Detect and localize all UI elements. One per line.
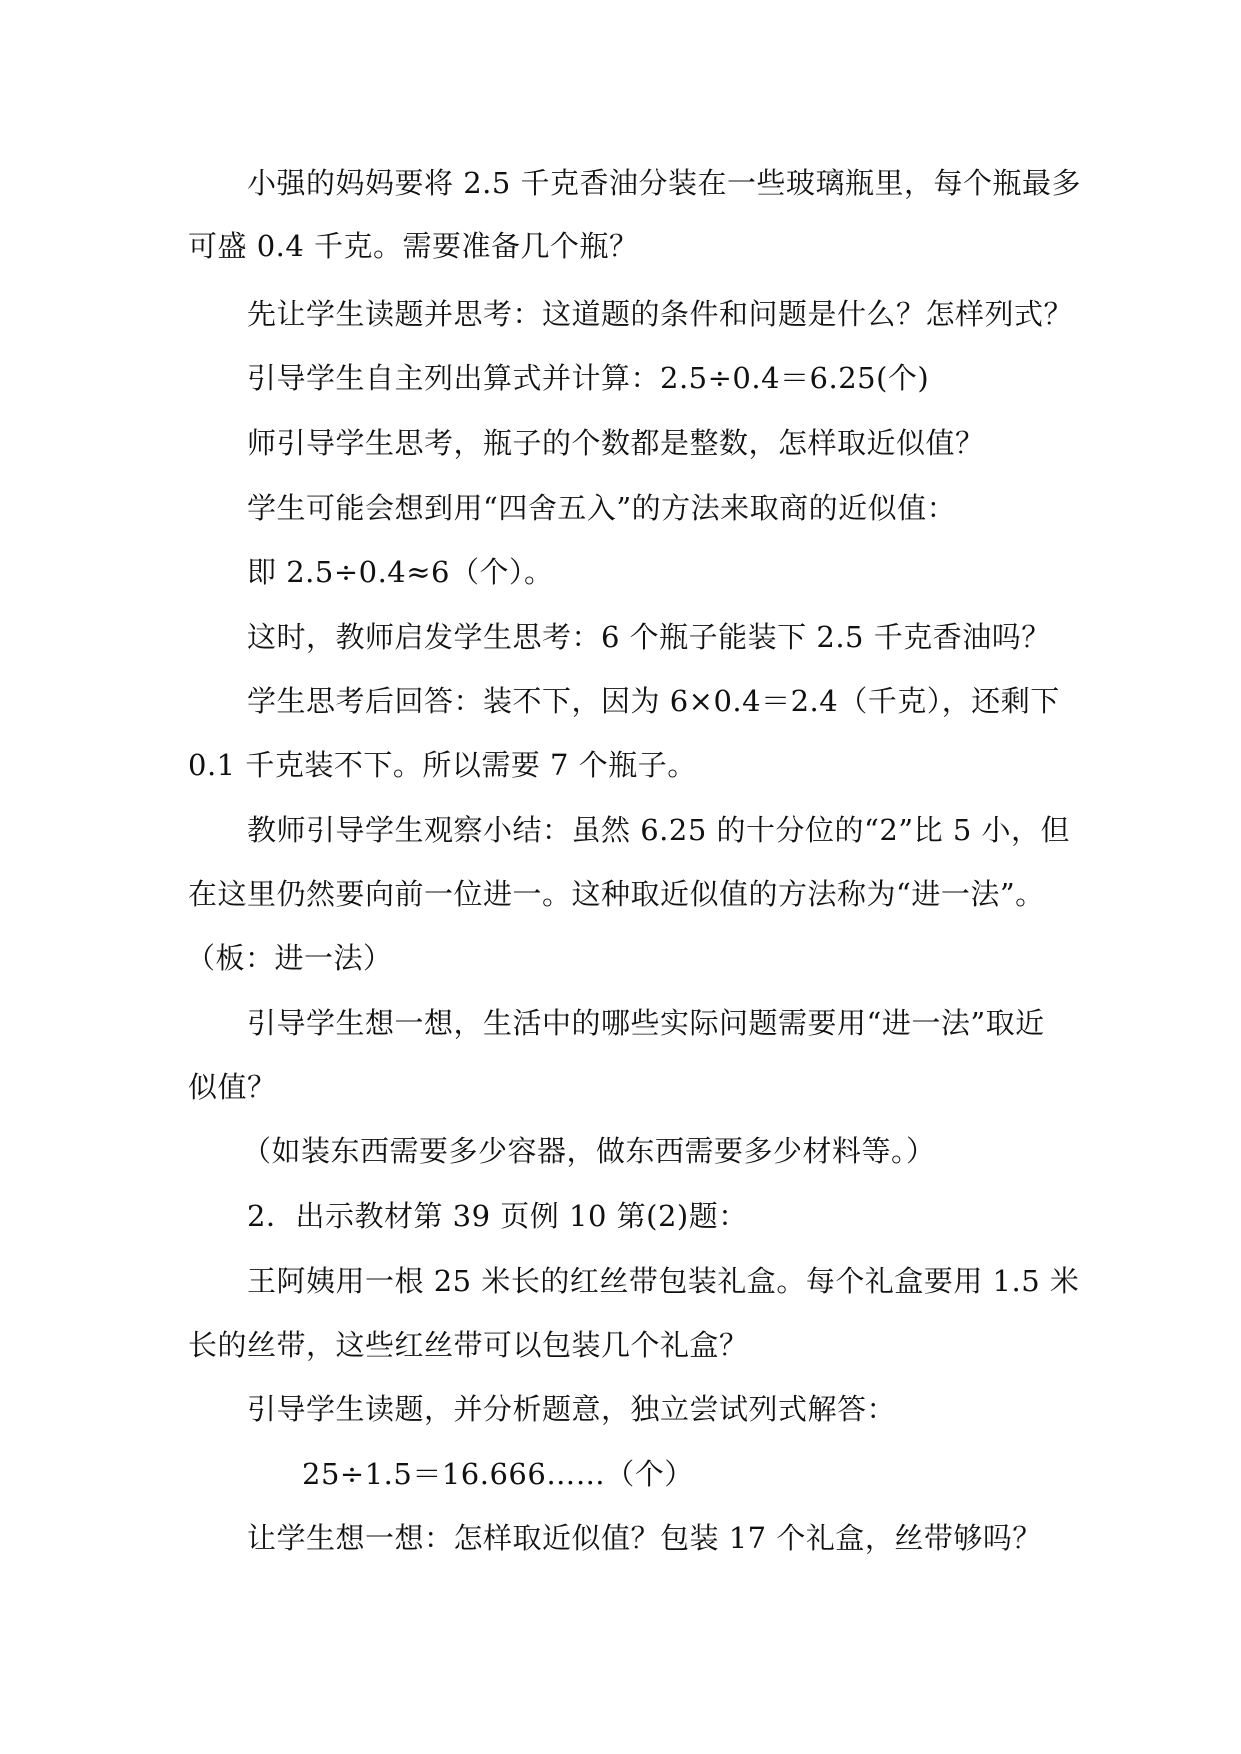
paragraph-line-22: 让学生想一想：怎样取近似值？包装 17 个礼盒，丝带够吗？ — [247, 1521, 1042, 1555]
paragraph-line-9: 学生思考后回答：装不下，因为 6×0.4＝2.4（千克），还剩下 — [247, 684, 1060, 718]
paragraph-line-11: 教师引导学生观察小结：虽然 6.25 的十分位的“2”比 5 小，但 — [247, 813, 1070, 847]
paragraph-line-18: 王阿姨用一根 25 米长的红丝带包装礼盒。每个礼盒要用 1.5 米 — [247, 1264, 1080, 1298]
paragraph-line-12: 在这里仍然要向前一位进一。这种取近似值的方法称为“进一法”。 — [188, 877, 1045, 911]
paragraph-line-13: （板：进一法） — [186, 941, 393, 975]
paragraph-line-7: 即 2.5÷0.4≈6（个）。 — [247, 555, 554, 589]
paragraph-line-4: 引导学生自主列出算式并计算：2.5÷0.4＝6.25(个) — [247, 361, 930, 395]
paragraph-line-14: 引导学生想一想，生活中的哪些实际问题需要用“进一法”取近 — [247, 1006, 1045, 1040]
paragraph-line-8: 这时，教师启发学生思考：6 个瓶子能装下 2.5 千克香油吗？ — [247, 620, 1051, 654]
paragraph-line-19: 长的丝带，这些红丝带可以包装几个礼盒？ — [188, 1328, 749, 1362]
paragraph-line-21: 25÷1.5＝16.666……（个） — [302, 1457, 694, 1491]
paragraph-line-20: 引导学生读题，并分析题意，独立尝试列式解答： — [247, 1392, 897, 1426]
paragraph-line-1: 小强的妈妈要将 2.5 千克香油分装在一些玻璃瓶里，每个瓶最多 — [247, 166, 1082, 200]
paragraph-line-3: 先让学生读题并思考：这道题的条件和问题是什么？怎样列式？ — [247, 297, 1074, 331]
paragraph-line-16: （如装东西需要多少容器，做东西需要多少材料等。） — [242, 1134, 936, 1168]
paragraph-line-15: 似值？ — [188, 1070, 277, 1104]
paragraph-line-17: 2．出示教材第 39 页例 10 第(2)题： — [247, 1199, 748, 1233]
paragraph-line-10: 0.1 千克装不下。所以需要 7 个瓶子。 — [188, 748, 697, 782]
paragraph-line-2: 可盛 0.4 千克。需要准备几个瓶？ — [188, 229, 639, 263]
paragraph-line-5: 师引导学生思考，瓶子的个数都是整数，怎样取近似值？ — [247, 426, 985, 460]
paragraph-line-6: 学生可能会想到用“四舍五入”的方法来取商的近似值： — [247, 491, 957, 525]
